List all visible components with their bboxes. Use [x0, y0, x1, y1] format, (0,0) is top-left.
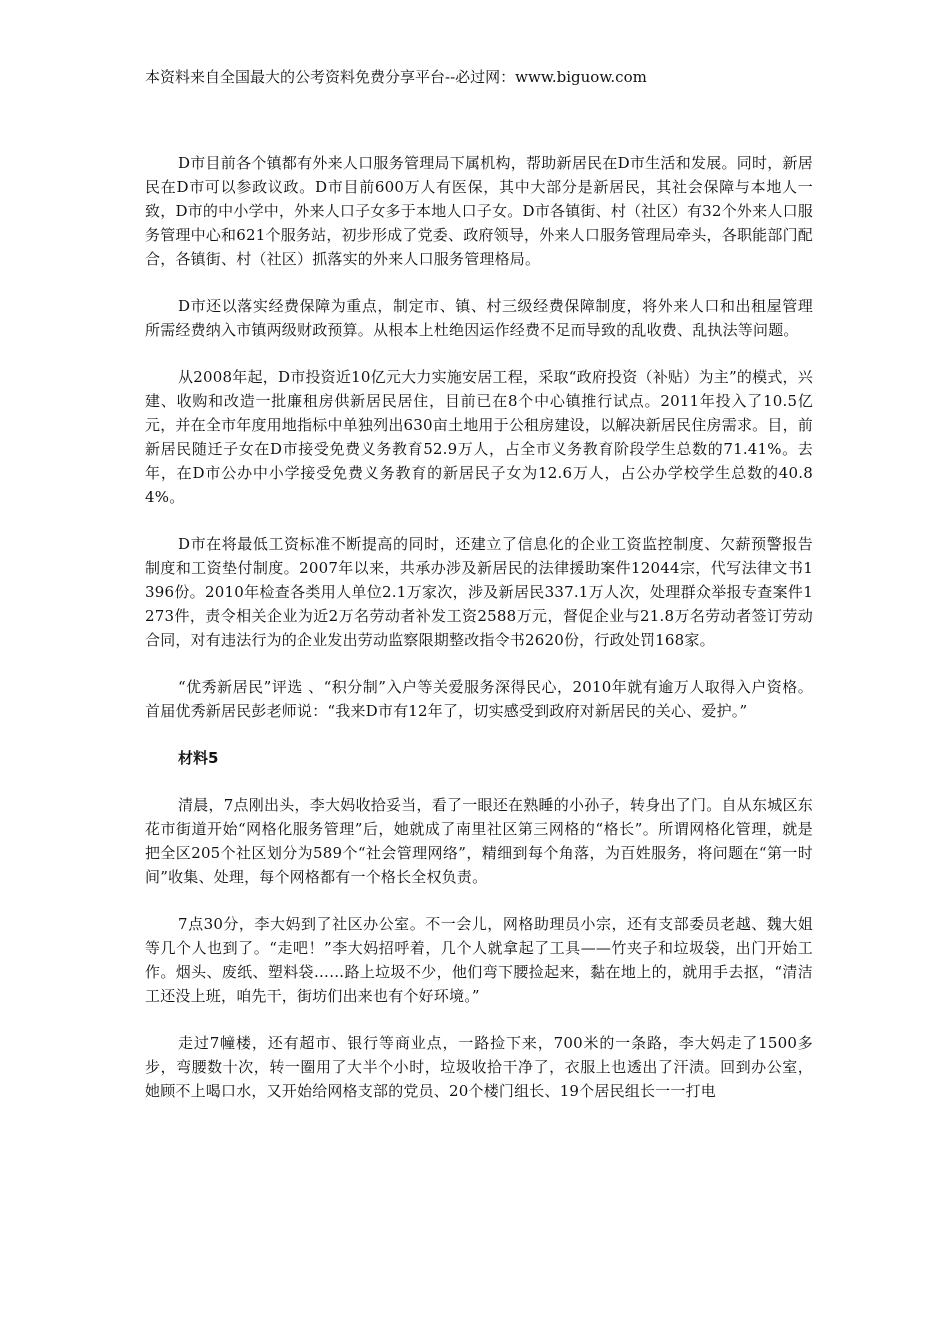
paragraph-3: 从2008年起，D市投资近10亿元大力实施安居工程，采取“政府投资（补贴）为主”的模式，兴建、收购和改造一批廉租房供新居民居住，目前已在8个中心镇推行试点。2011年投入了10.5亿元，并在全市年度用地指标中单独列出630亩土地用于公租房建设，以解决新居民住房需求。目，前新居民随迁子女在D市接受免费义务教育52.9万人，占全市义务教育阶段学生总数的71.41%。去年，在D市公办中小学接受免费义务教育的新居民子女为12.6万人，占公办学校学生总数的40.84%。: [145, 368, 813, 506]
page-header: 本资料来自全国最大的公考资料免费分享平台--必过网：www.biguow.com: [145, 68, 647, 86]
paragraph-1: D市目前各个镇都有外来人口服务管理局下属机构，帮助新居民在D市生活和发展。同时，新居民在D市可以参政议政。D市目前600万人有医保，其中大部分是新居民，其社会保障与本地人一致，D市的中小学中，外来人口子女多于本地人口子女。D市各镇街、村（社区）有32个外来人口服务管理中心和621个服务站，初步形成了党委、政府领导，外来人口服务管理局牵头，各职能部门配合，各镇街、村（社区）抓落实的外来人口服务管理格局。: [145, 154, 813, 268]
paragraph-7: 7点30分，李大妈到了社区办公室。不一会儿，网格助理员小宗，还有支部委员老越、魏大姐等几个人也到了。“走吧！”李大妈招呼着，几个人就拿起了工具——竹夹子和垃圾袋，出门开始工作。烟头、废纸、塑料袋……路上垃圾不少，他们弯下腰捡起来，黏在地上的，就用手去抠，“清洁工还没上班，咱先干，街坊们出来也有个好环境。”: [145, 915, 813, 1005]
paragraph-6: 清晨，7点刚出头，李大妈收拾妥当，看了一眼还在熟睡的小孙子，转身出了门。自从东城区东花市街道开始“网格化服务管理”后，她就成了南里社区第三网格的“格长”。所谓网格化管理，就是把全区205个社区划分为589个“社会管理网络”，精细到每个角落，为百姓服务，将问题在“第一时间”收集、处理，每个网格都有一个格长全权负责。: [145, 796, 813, 886]
paragraph-2: D市还以落实经费保障为重点，制定市、镇、村三级经费保障制度，将外来人口和出租屋管理所需经费纳入市镇两级财政预算。从根本上杜绝因运作经费不足而导致的乱收费、乱执法等问题。: [145, 297, 813, 339]
section-heading: 材料5: [178, 749, 219, 767]
document-body: [145, 151, 813, 1126]
paragraph-5: “优秀新居民”评选 、“积分制”入户等关爱服务深得民心，2010年就有逾万人取得入户资格。首届优秀新居民彭老师说：“我来D市有12年了，切实感受到政府对新居民的关心、爱护。”: [145, 678, 813, 720]
paragraph-8: 走过7幢楼，还有超市、银行等商业点，一路捡下来，700米的一条路，李大妈走了1500多步，弯腰数十次，转一圈用了大半个小时，垃圾收拾干净了，衣服上也透出了汗渍。回到办公室，她顾不上喝口水，又开始给网格支部的党员、20个楼门组长、19个居民组长一一打电: [145, 1034, 813, 1100]
paragraph-4: D市在将最低工资标准不断提高的同时，还建立了信息化的企业工资监控制度、欠薪预警报告制度和工资垫付制度。2007年以来，共承办涉及新居民的法律援助案件12044宗，代写法律文书1396份。2010年检查各类用人单位2.1万家次，涉及新居民337.1万人次，处理群众举报专查案件1273件，责令相关企业为近2万名劳动者补发工资2588万元，督促企业与21.8万名劳动者签订劳动合同，对有违法行为的企业发出劳动监察限期整改指令书2620份，行政处罚168家。: [145, 535, 813, 649]
